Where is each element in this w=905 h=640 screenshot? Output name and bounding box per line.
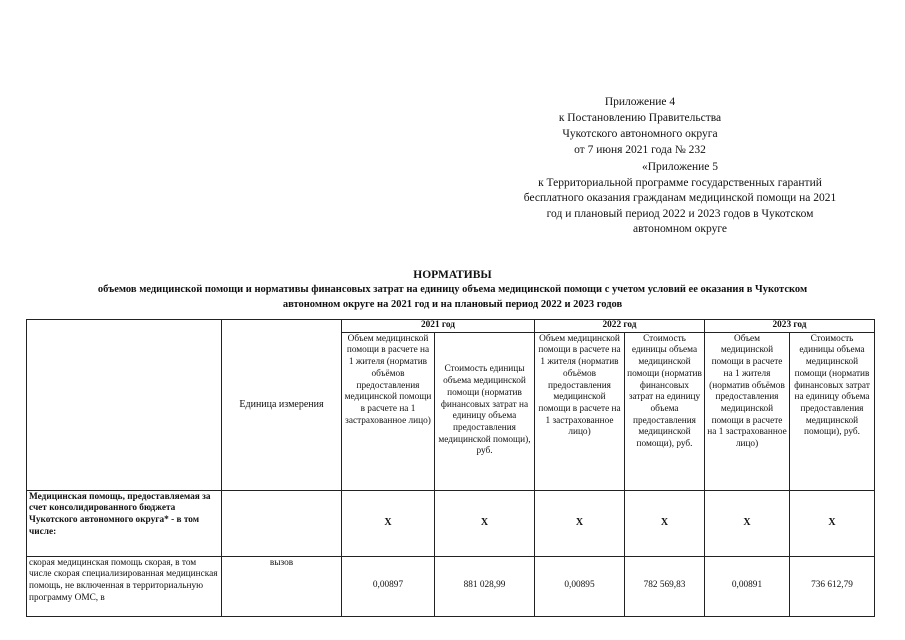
header-volume-2021: Объем медицинской помощи в расчете на 1 жителя (норматив объёмов предоставления медицинской помощи в расчете на 1 застрахованное лицо) [342,332,435,490]
annex-line: «Приложение 5 [641,161,719,173]
annex-line: к Постановлению Правительства [558,112,722,124]
annex-line: бесплатного оказания гражданам медицинской помощи на 2021 [523,192,837,204]
table-row [27,556,875,616]
row-value: X [435,490,535,556]
row-value: 782 569,83 [625,556,705,616]
header-year-2022: 2022 год [535,320,705,333]
row-unit [222,490,342,556]
annex-line: к Территориальной программе государственных гарантий [538,176,822,189]
annex-reference-block [470,94,810,158]
row-name: Медицинская помощь, предоставляемая за счет консолидированного бюджета Чукотского автономного округа* - в том числе: [27,490,222,556]
row-unit: вызов [222,556,342,616]
row-value: X [625,490,705,556]
title-main: НОРМАТИВЫ [413,269,492,281]
header-cost-2022: Стоимость единицы объема медицинской помощи (норматив финансовых затрат на единицу объема предоставления медицинской помощи), руб. [625,332,705,490]
annex-line: Приложение 4 [604,96,676,108]
annex-line: год и плановый период 2022 и 2023 годов в Чукотском [546,207,814,220]
header-unit: Единица измерения [222,320,342,491]
row-value: 736 612,79 [790,556,875,616]
title-subtitle-line: автономном округе на 2021 год и на плановый период 2022 и 2023 годов [282,298,623,310]
document-title [40,268,865,312]
norms-table [26,319,875,617]
header-year-2023: 2023 год [705,320,875,333]
row-value: 0,00895 [535,556,625,616]
row-value: 0,00891 [705,556,790,616]
row-value: X [535,490,625,556]
header-name-column [27,320,222,491]
title-subtitle-line: объемов медицинской помощи и нормативы финансовых затрат на единицу объема медицинской помощи с учетом условий ее оказания в Чукотском [97,284,808,295]
header-cost-2021: Стоимость единицы объема медицинской помощи (норматив финансовых затрат на единицу объема предоставления медицинской помощи), руб. [435,332,535,490]
annex-line: от 7 июня 2021 года № 232 [574,144,706,156]
header-year-2021: 2021 год [342,320,535,333]
annex-line: автономном округе [632,223,728,235]
row-value: 0,00897 [342,556,435,616]
row-value: X [790,490,875,556]
header-volume-2023: Объем медицинской помощи в расчете на 1 жителя (норматив объёмов предоставления медицинской помощи в расчете на 1 застрахованное лицо) [705,332,790,490]
row-name: скорая медицинская помощь скорая, в том числе скорая специализированная медицинская помощь, не включенная в территориальную программу ОМС, в [27,556,222,616]
header-cost-2023: Стоимость единицы объема медицинской помощи (норматив финансовых затрат на единицу объема предоставления медицинской помощи), руб. [790,332,875,490]
header-volume-2022: Объем медицинской помощи в расчете на 1 жителя (норматив объёмов предоставления медицинской помощи в расчете на 1 застрахованное лицо) [535,332,625,490]
row-value: X [705,490,790,556]
row-value: 881 028,99 [435,556,535,616]
row-value: X [342,490,435,556]
table-row [27,490,875,556]
annex-line: Чукотского автономного округа [562,128,718,140]
annex-program-block [495,160,865,238]
